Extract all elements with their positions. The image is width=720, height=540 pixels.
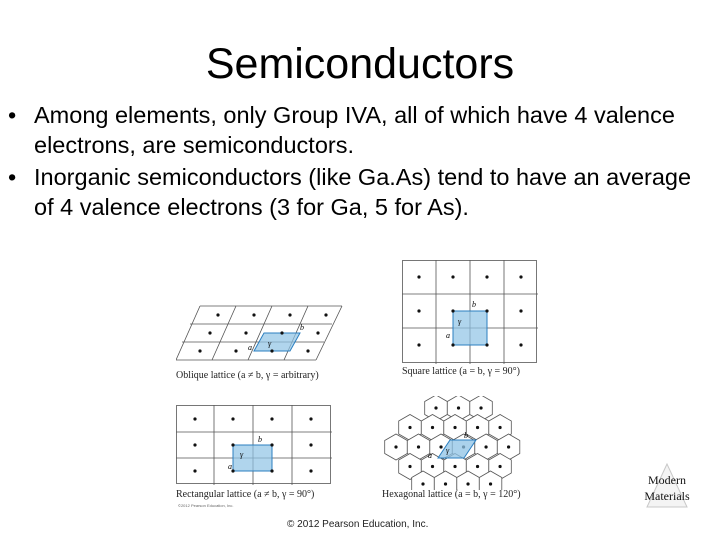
copyright-credit: © 2012 Pearson Education, Inc. [287,519,429,530]
tiny-copyright: ©2012 Pearson Education, Inc. [178,503,234,508]
lattice-point [434,406,437,409]
label-a: a [228,462,232,471]
label-a: a [248,343,252,352]
lattice-point [498,465,501,468]
label-gamma: γ [458,317,462,326]
label-gamma: γ [446,446,450,455]
hexagonal-lattice-figure [382,396,538,490]
square-caption: Square lattice (a = b, γ = 90°) [402,366,520,377]
lattice-point [453,465,456,468]
lattice-point [457,406,460,409]
oblique-caption: Oblique lattice (a ≠ b, γ = arbitrary) [176,370,319,381]
label-a: a [428,451,432,460]
logo-line-2: Materials [644,489,690,503]
lattice-point [417,445,420,448]
bullet-text: Among elements, only Group IVA, all of which have 4 valence electrons, are semiconductors. [34,102,675,158]
hexagonal-caption: Hexagonal lattice (a = b, γ = 120°) [382,489,521,500]
lattice-point [479,406,482,409]
bullet-dot: • [8,164,17,190]
lattice-point [484,445,487,448]
label-b: b [300,323,304,332]
label-a: a [446,331,450,340]
lattice-point [507,445,510,448]
lattice-point [489,482,492,485]
lattice-point [476,465,479,468]
bullet-text: Inorganic semiconductors (like Ga.As) tend to have an average of 4 valence electrons (3 for Ga, 5 for As). [34,164,692,220]
lattice-point [431,426,434,429]
lattice-point [408,426,411,429]
lattice-point [444,482,447,485]
label-b: b [472,300,476,309]
lattice-point [439,445,442,448]
label-gamma: γ [240,450,244,459]
rectangular-caption: Rectangular lattice (a ≠ b, γ = 90°) [176,489,315,500]
rectangular-lattice-figure [176,405,332,485]
square-lattice-figure [402,260,538,364]
lattice-point [453,426,456,429]
label-b: b [258,435,262,444]
lattice-point [408,465,411,468]
bullet-item [8,100,710,160]
logo-line-1: Modern [648,473,686,487]
slide-title: Semiconductors [205,40,515,88]
lattice-point [476,426,479,429]
label-gamma: γ [268,339,272,348]
lattice-point [421,482,424,485]
bullet-item [8,162,710,222]
lattice-point [431,465,434,468]
oblique-lattice-figure [176,298,356,368]
lattice-point [498,426,501,429]
modern-materials-logo [633,463,701,509]
bullet-dot: • [8,102,17,128]
lattice-point [466,482,469,485]
label-b: b [464,431,468,440]
bullet-list [8,100,710,224]
lattice-point [394,445,397,448]
